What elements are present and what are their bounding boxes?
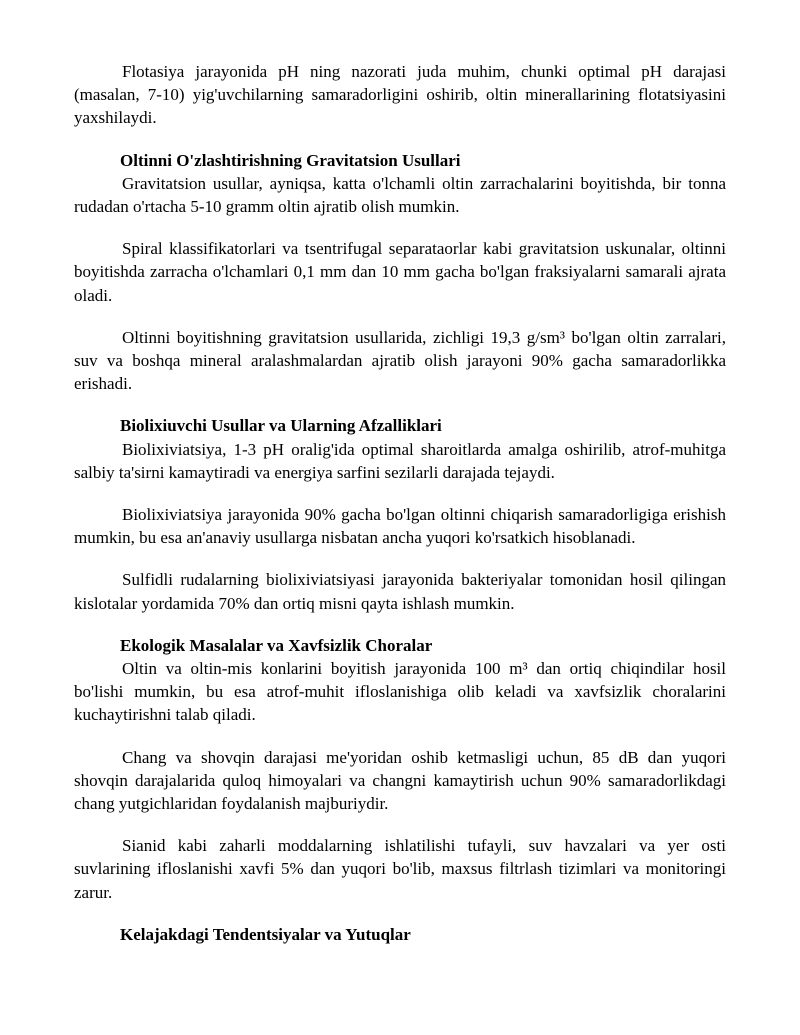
heading-bioleaching-methods: Biolixiuvchi Usullar va Ularning Afzalliklari xyxy=(120,416,442,436)
heading-gravitational-methods: Oltinni O'zlashtirishning Gravitatsion Usullari xyxy=(120,150,461,170)
paragraph-cyanide-risk: Sianid kabi zaharli moddalarning ishlatilishi tufayli, suv havzalari va yer osti suvlarining ifloslanishi xavfi 5% dan yuqori bo'lib, maxsus filtrlash tizimlari va monitoringi zarur. xyxy=(74,836,726,902)
heading-ecological-issues: Ekologik Masalalar va Xavfsizlik Choralar xyxy=(120,635,433,655)
paragraph-dust-noise: Chang va shovqin darajasi me'yoridan oshib ketmasligi uchun, 85 dB dan yuqori shovqin darajalarida quloq himoyalari va changni kamaytirish uchun 90% samaradorlikdagi chang yutgichlaridan foydalanish majburiydir. xyxy=(74,747,726,814)
paragraph-sulfide-ores: Sulfidli rudalarning biolixiviatsiyasi jarayonida bakteriyalar tomonidan hosil qilingan kislotalar yordamida 70% dan ortiq misni qayta ishlash mumkin. xyxy=(74,570,726,613)
paragraph-flotation-ph: Flotasiya jarayonida pH ning nazorati juda muhim, chunki optimal pH darajasi (masalan, 7-10) yig'uvchilarning samaradorligini oshirib, oltin minerallarining flotatsiyasini yaxshilaydi. xyxy=(74,62,726,128)
paragraph-bioleaching-efficiency: Biolixiviatsiya jarayonida 90% gacha bo'lgan oltinni chiqarish samaradorligiga erishish mumkin, bu esa an'anaviy usullarga nisbatan ancha yuqori ko'rsatkich hisoblanadi. xyxy=(74,505,726,548)
paragraph-gravitational-yield: Gravitatsion usullar, ayniqsa, katta o'lchamli oltin zarrachalarini boyitishda, bir tonna rudadan o'rtacha 5-10 gramm oltin ajratib olish mumkin. xyxy=(74,173,726,217)
document-page xyxy=(74,60,726,946)
paragraph-gold-density: Oltinni boyitishning gravitatsion usullarida, zichligi 19,3 g/sm³ bo'lgan oltin zarralari, suv va boshqa mineral aralashmalardan ajratib olish jarayoni 90% gacha samaradorlikka erishadi. xyxy=(74,327,726,394)
heading-future-trends: Kelajakdagi Tendentsiyalar va Yutuqlar xyxy=(120,924,411,944)
paragraph-spiral-classifiers: Spiral klassifikatorlari va tsentrifugal separataorlar kabi gravitatsion uskunalar, oltinni boyitishda zarracha o'lchamlari 0,1 mm dan 10 mm gacha bo'lgan fraksiyalarni samarali ajrata oladi. xyxy=(74,239,726,305)
paragraph-waste-generation: Oltin va oltin-mis konlarini boyitish jarayonida 100 m³ dan ortiq chiqindilar hosil bo'lishi mumkin, bu esa atrof-muhit ifloslanishiga olib keladi va xavfsizlik choralarini kuchaytirishni talab qiladi. xyxy=(74,659,726,725)
paragraph-bioleaching-ph: Biolixiviatsiya, 1-3 pH oralig'ida optimal sharoitlarda amalga oshirilib, atrof-muhitga salbiy ta'sirni kamaytiradi va energiya sarfini sezilarli darajada tejaydi. xyxy=(74,439,726,482)
